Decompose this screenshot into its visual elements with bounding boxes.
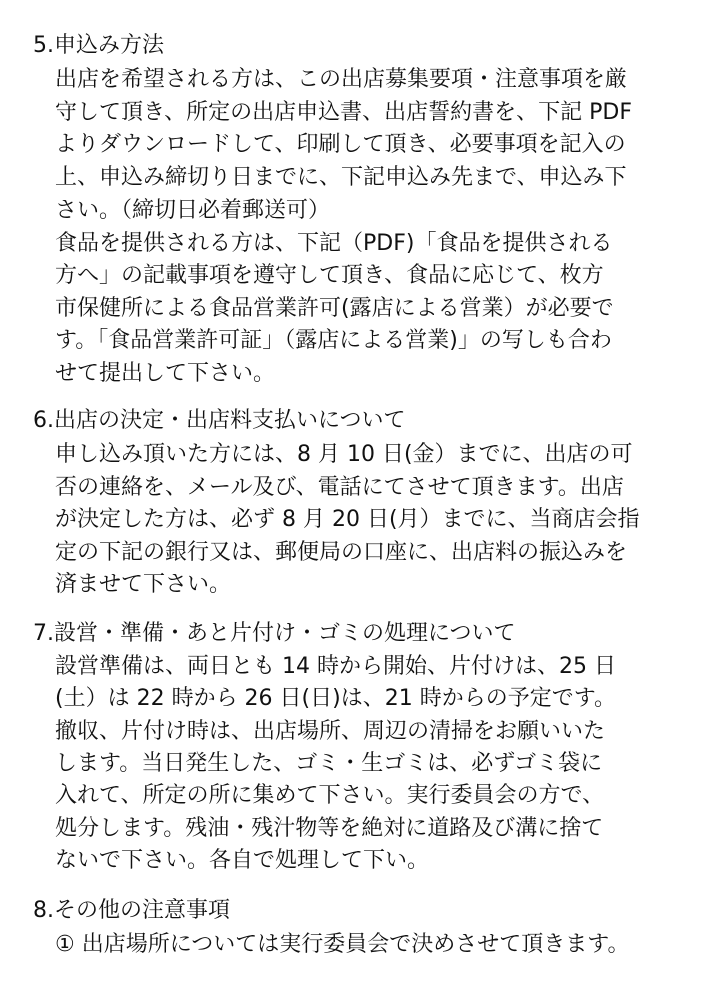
- paragraph-line: 否の連絡を、メール及び、電話にてさせて頂きます。出店: [55, 475, 624, 500]
- paragraph-line: 市保健所による食品営業許可(露店による営業）が必要で: [55, 296, 614, 321]
- paragraph-line: 定の下記の銀行又は、郵便局の口座に、出店料の振込みを: [55, 540, 628, 565]
- paragraph-line: 撤収、片付け時は、出店場所、周辺の清掃をお願いいた: [55, 719, 606, 744]
- paragraph-line: 出店を希望される方は、この出店募集要項・注意事項を厳: [55, 67, 628, 92]
- paragraph-line: す。「食品営業許可証」（露店による営業)」の写しも合わ: [55, 328, 612, 353]
- paragraph-line: ないで下さい。各自で処理して下い。: [55, 848, 430, 873]
- paragraph-line: が決定した方は、必ず 8 月 20 日(月）までに、当商店会指: [55, 507, 640, 532]
- paragraph-line: 済ませて下さい。: [55, 572, 232, 597]
- paragraph-line: せて提出して下さい。: [55, 361, 276, 386]
- section-heading: 6.出店の決定・出店料支払いについて: [33, 408, 406, 433]
- paragraph-line: 方へ」の記載事項を遵守して頂き、食品に応じて、枚方: [55, 263, 604, 288]
- section-heading: 8.その他の注意事項: [33, 898, 230, 923]
- paragraph-line: 設営準備は、両日とも 14 時から開始、片付けは、25 日: [55, 654, 616, 679]
- paragraph-line: 食品を提供される方は、下記（PDF)「食品を提供される: [55, 231, 613, 256]
- paragraph-line: 守して頂き、所定の出店申込書、出店誓約書を、下記 PDF: [55, 100, 632, 125]
- numbered-list-item: ① 出店場所については実行委員会で決めさせて頂きます。: [55, 932, 630, 957]
- paragraph-line: 上、申込み締切り日までに、下記申込み先まで、申込み下: [55, 165, 627, 190]
- paragraph-line: 処分します。残油・残汁物等を絶対に道路及び溝に捨て: [55, 816, 604, 841]
- paragraph-line: 申し込み頂いた方には、8 月 10 日(金）までに、出店の可: [55, 442, 633, 467]
- paragraph-line: よりダウンロードして、印刷して頂き、必要事項を記入の: [55, 132, 626, 157]
- section-heading: 5.申込み方法: [33, 33, 164, 58]
- paragraph-line: さい。（締切日必着郵送可）: [55, 198, 331, 223]
- paragraph-line: 入れて、所定の所に集めて下さい。実行委員会の方で、: [55, 783, 605, 808]
- section-heading: 7.設営・準備・あと片付け・ゴミの処理について: [33, 621, 516, 646]
- paragraph-line: (土）は 22 時から 26 日(日)は、21 時からの予定です。: [55, 686, 616, 711]
- paragraph-line: します。当日発生した、ゴミ・生ゴミは、必ずゴミ袋に: [55, 751, 603, 776]
